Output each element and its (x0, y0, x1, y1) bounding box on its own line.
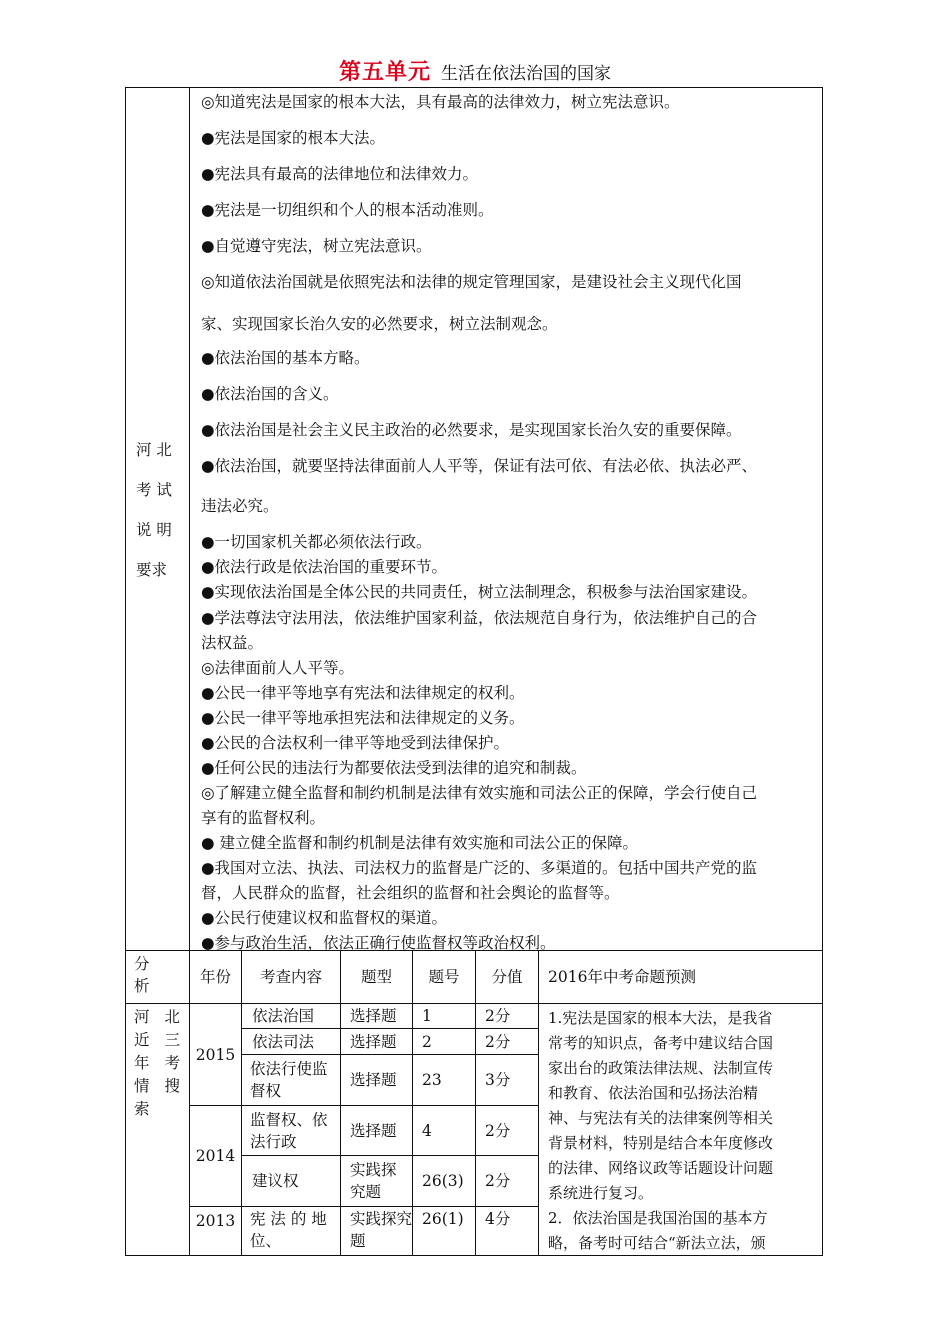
row-number: 4 (422, 1121, 432, 1140)
row-score: 2分 (485, 1007, 511, 1025)
year-2015: 2015 (195, 1045, 236, 1064)
side-char: 北 (164, 1008, 180, 1026)
row-number: 23 (422, 1071, 442, 1089)
requirement-line: ●参与政治生活，依法正确行使监督权等政治权利。 (201, 934, 556, 952)
grid-line (189, 1206, 539, 1207)
analysis-side-label (134, 1006, 186, 1121)
requirement-line: ●依法治国的基本方略。 (201, 349, 370, 367)
side-char: 情 (134, 1077, 150, 1095)
row-type: 选择题 (350, 1121, 397, 1140)
unit-subtitle: 生活在依法治国的国家 (441, 64, 611, 84)
header-score: 分值 (491, 968, 523, 986)
requirement-line: ◎法律面前人人平等。 (201, 659, 355, 677)
prediction-line: 家出台的政策法律法规、法制宣传 (548, 1059, 774, 1077)
requirement-line: ●依法治国是社会主义民主政治的必然要求，是实现国家长治久安的重要保障。 (201, 421, 742, 439)
prediction-line: 和教育、依法治国和弘扬法治精 (548, 1084, 759, 1102)
header-number: 题号 (428, 968, 460, 986)
requirement-line: 违法必究。 (201, 497, 279, 515)
row-number: 2 (422, 1032, 432, 1051)
requirement-line: ●实现依法治国是全体公民的共同责任，树立法制理念，积极参与法治国家建设。 (201, 583, 758, 601)
requirement-line: ●依法治国，就要坚持法律面前人人平等，保证有法可依、有法必依、执法必严、 (201, 457, 758, 475)
prediction-line: 的法律、网络议政等话题设计问题 (548, 1159, 774, 1177)
requirement-line: ●公民的合法权利一律平等地受到法律保护。 (201, 734, 510, 752)
label-line: 要求 (136, 561, 168, 579)
requirement-line: ●一切国家机关都必须依法行政。 (201, 533, 432, 551)
prediction-line: 略，备考时可结合“新法立法，颁 (548, 1234, 766, 1252)
side-char: 年 (134, 1054, 150, 1072)
requirement-line: ●公民一律平等地承担宪法和法律规定的义务。 (201, 709, 525, 727)
prediction-text (548, 1006, 820, 1256)
row-content: 宪 法 的 地位、 (250, 1210, 327, 1250)
requirement-line: 法权益。 (201, 634, 264, 652)
side-char: 索 (134, 1100, 150, 1118)
requirement-line: 家、实现国家长治久安的必然要求，树立法制观念。 (201, 315, 558, 333)
row-score: 2分 (485, 1172, 511, 1190)
side-char: 三 (164, 1031, 180, 1049)
requirement-line: ●宪法具有最高的法律地位和法律效力。 (201, 165, 479, 183)
requirement-line: ●公民一律平等地享有宪法和法律规定的权利。 (201, 684, 525, 702)
requirement-line: 享有的监督权利。 (201, 809, 326, 827)
year-2014: 2014 (195, 1147, 236, 1165)
label-line: 考 试 (136, 481, 172, 499)
row-type: 选择题 (350, 1071, 397, 1089)
row-content: 依法行使监督权 (250, 1060, 328, 1100)
header-year: 年份 (199, 968, 231, 986)
row-score: 2分 (485, 1032, 511, 1051)
row-score: 3分 (485, 1071, 511, 1089)
prediction-line: 2．依法治国是我国治国的基本方 (548, 1209, 768, 1227)
requirement-line: ◎知道依法治国就是依照宪法和法律的规定管理国家，是建设社会主义现代化国 (201, 273, 742, 291)
prediction-line: 1.宪法是国家的根本大法，是我省 (548, 1009, 773, 1027)
requirement-line: 督，人民群众的监督，社会组织的监督和社会舆论的监督等。 (201, 884, 620, 902)
grid-line (538, 950, 539, 1256)
prediction-line: 神、与宪法有关的法律案例等相关 (548, 1109, 774, 1127)
unit-title: 第五单元 (338, 60, 431, 85)
requirement-line: ●宪法是国家的根本大法。 (201, 129, 386, 147)
prediction-line: 常考的知识点，备考中建议结合国 (548, 1034, 774, 1052)
row-number: 26(1) (422, 1210, 464, 1228)
requirement-line: ●自觉遵守宪法，树立宪法意识。 (201, 237, 432, 255)
label-char: 分 (134, 955, 150, 973)
row-content: 依法治国 (252, 1007, 315, 1025)
label-line: 河 北 (136, 441, 172, 459)
page-title (0, 58, 950, 88)
row-content: 监督权、依法行政 (250, 1110, 328, 1151)
requirement-line: ●公民行使建议权和监督权的渠道。 (201, 909, 448, 927)
row-score: 2分 (485, 1121, 511, 1140)
prediction-line: 系统进行复习。 (548, 1184, 654, 1202)
requirement-line: ●依法治国的含义。 (201, 385, 339, 403)
label-char: 析 (134, 977, 150, 995)
prediction-line: 背景材料，特别是结合本年度修改 (548, 1134, 774, 1152)
header-type: 题型 (360, 968, 392, 986)
requirement-line: ●学法尊法守法用法，依法维护国家利益，依法规范自身行为，依法维护自己的合 (201, 609, 758, 627)
requirement-line: ●依法行政是依法治国的重要环节。 (201, 558, 448, 576)
row-type: 实践探究题 (350, 1161, 397, 1201)
requirement-line: ● 建立健全监督和制约机制是法律有效实施和司法公正的保障。 (201, 834, 638, 852)
row-content: 建议权 (252, 1172, 299, 1190)
row-score: 4分 (485, 1210, 511, 1228)
label-line: 说 明 (136, 521, 172, 539)
side-char: 河 (134, 1008, 150, 1026)
requirement-line: ●我国对立法、执法、司法权力的监督是广泛的、多渠道的。包括中国共产党的监 (201, 859, 758, 877)
requirement-line: ◎了解建立健全监督和制约机制是法律有效实施和司法公正的保障，学会行使自己 (201, 784, 758, 802)
year-2013: 2013 (195, 1212, 236, 1230)
requirements-label (136, 440, 180, 600)
row-type: 选择题 (350, 1032, 397, 1051)
side-char: 近 (134, 1031, 150, 1049)
side-char: 考 (164, 1054, 180, 1072)
header-content: 考查内容 (259, 968, 322, 986)
header-prediction: 2016年中考命题预测 (548, 968, 696, 986)
row-type: 选择题 (350, 1007, 397, 1025)
row-type: 实践探究题 (350, 1210, 413, 1250)
requirement-line: ●宪法是一切组织和个人的根本活动准则。 (201, 201, 494, 219)
row-content: 依法司法 (252, 1032, 315, 1051)
side-char: 搜 (164, 1077, 180, 1095)
row-number: 1 (422, 1007, 432, 1025)
requirement-line: ●任何公民的违法行为都要依法受到法律的追究和制裁。 (201, 759, 587, 777)
requirement-line: ◎知道宪法是国家的根本大法，具有最高的法律效力，树立宪法意识。 (201, 93, 680, 111)
analysis-label (134, 953, 184, 1001)
row-number: 26(3) (422, 1172, 464, 1190)
